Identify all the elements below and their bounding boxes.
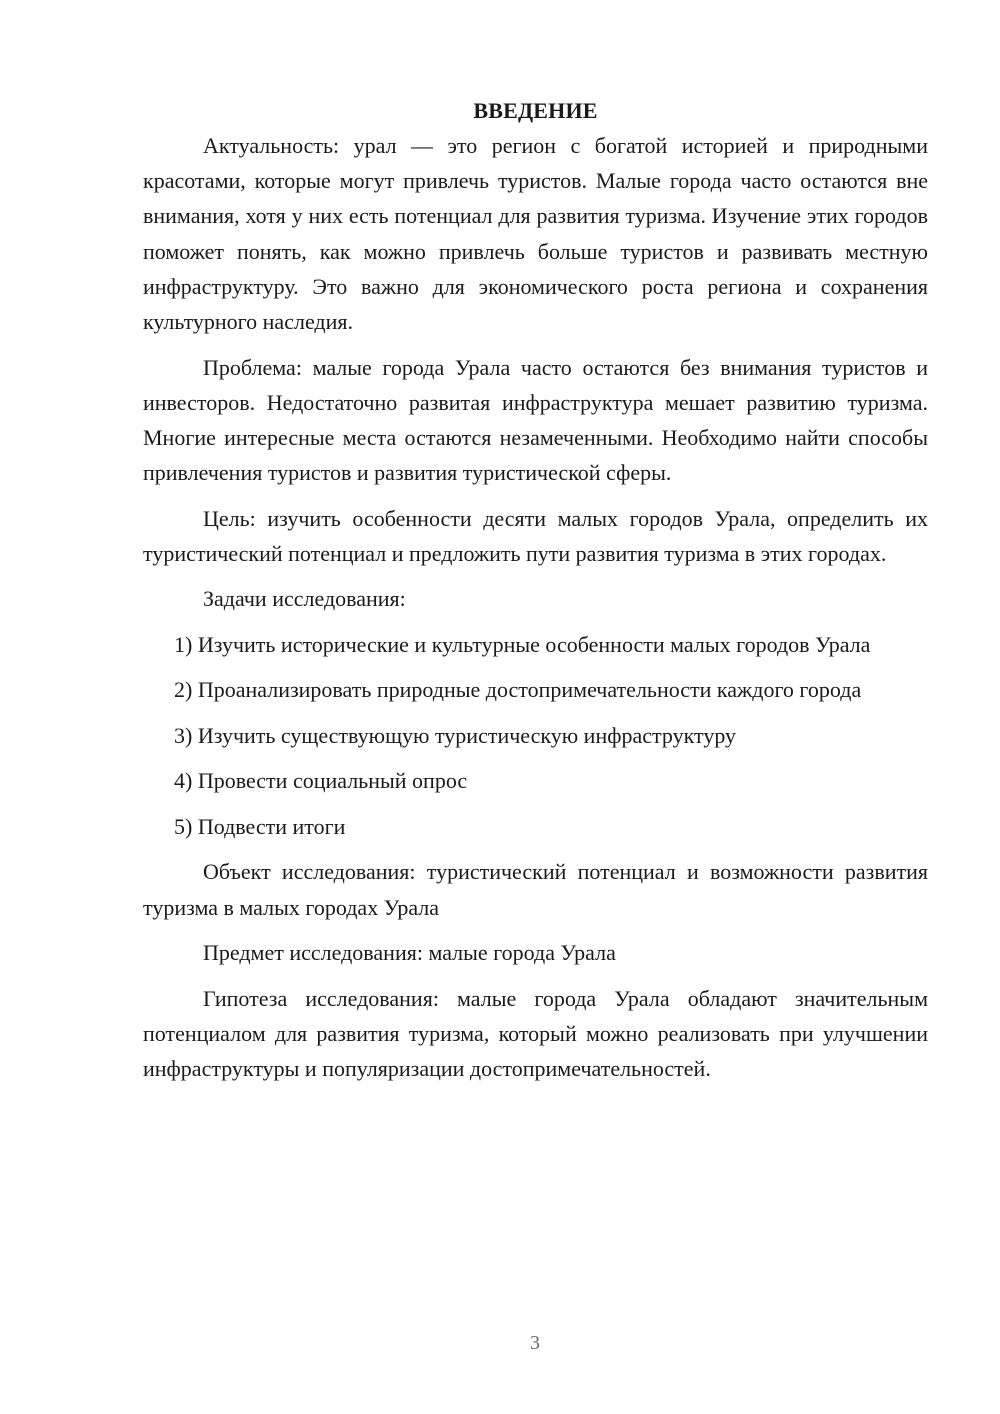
list-item: 1) Изучить исторические и культурные особенности малых городов Урала xyxy=(174,631,871,657)
paragraph-problem: Проблема: малые города Урала часто остаются без внимания туристов и инвесторов. Недостаточно развитая инфраструктура мешает развитию туризма. Многие интересные места остаются незамеченными. Необходимо найти способы привлечения туристов и развития туристической сферы. xyxy=(143,354,928,486)
paragraph-subject: Предмет исследования: малые города Урала xyxy=(203,940,616,966)
document-page xyxy=(143,93,928,1096)
tasks-heading: Задачи исследования: xyxy=(203,586,406,612)
list-item: 3) Изучить существующую туристическую инфраструктуру xyxy=(174,722,737,748)
list-item: 4) Провести социальный опрос xyxy=(174,768,468,794)
list-item: 5) Подвести итоги xyxy=(174,813,346,839)
section-title: ВВЕДЕНИЕ xyxy=(473,98,598,123)
list-item: 2) Проанализировать природные достопримечательности каждого города xyxy=(174,677,862,703)
paragraph-relevance: Актуальность: урал — это регион с богатой историей и природными красотами, которые могут привлечь туристов. Малые города часто остаются вне внимания, хотя у них есть потенциал для развития туризма. Изучение этих городов поможет понять, как можно привлечь больше туристов и развивать местную инфраструктуру. Это важно для экономического роста региона и сохранения культурного наследия. xyxy=(143,133,928,335)
paragraph-object: Объект исследования: туристический потенциал и возможности развития туризма в малых городах Урала xyxy=(143,859,928,920)
tasks-list xyxy=(143,627,928,844)
paragraph-goal: Цель: изучить особенности десяти малых городов Урала, определить их туристический потенциал и предложить пути развития туризма в этих городах. xyxy=(143,505,928,566)
page-number: 3 xyxy=(530,1332,540,1354)
paragraph-hypothesis: Гипотеза исследования: малые города Урала обладают значительным потенциалом для развития туризма, который можно реализовать при улучшении инфраструктуры и популяризации достопримечательностей. xyxy=(143,985,928,1081)
